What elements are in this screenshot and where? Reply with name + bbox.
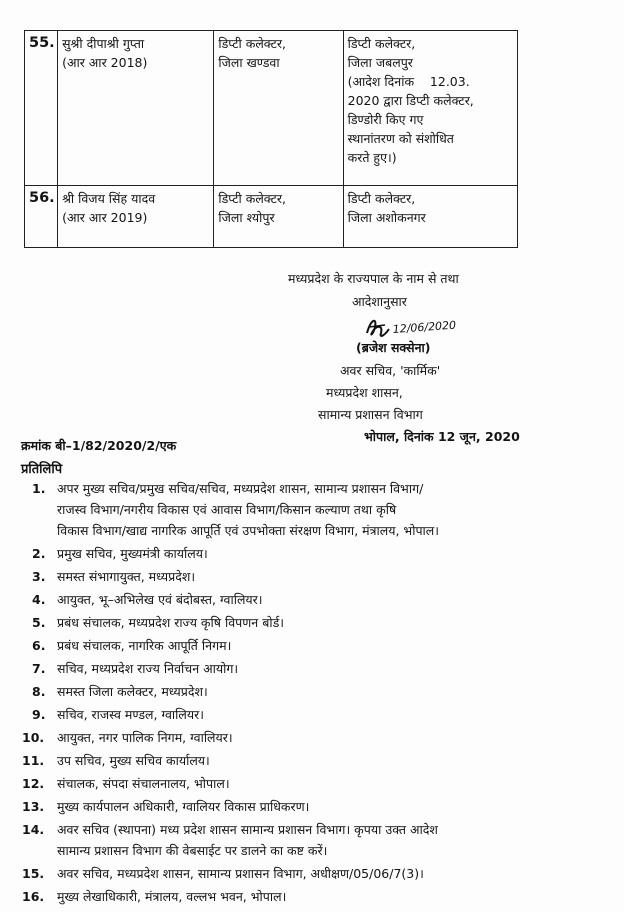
officer-name-cell [58,31,214,186]
officer-batch: (आर आर 2019) [62,210,148,225]
list-text: प्रबंध संचालक, नागरिक आपूर्ति निगम। [57,638,232,653]
list-text: उप सचिव, मुख्य सचिव कार्यालय। [57,753,210,768]
list-text: सामान्य प्रशासन विभाग की वेबसाईट पर डालने का कष्ट करें। [57,843,328,858]
list-item [22,589,606,610]
list-item [22,704,606,725]
new-posting-line: डिप्टी कलेक्टर, [347,191,416,206]
list-number: 13. [22,799,45,814]
list-number: 3. [32,569,46,584]
table-row [25,186,518,248]
new-posting-cell [343,186,517,248]
new-posting-line: करते हुए।) [347,150,397,165]
list-text: प्रमुख सचिव, मुख्यमंत्री कार्यालय। [57,546,208,561]
signatory-designation: अवर सचिव, 'कार्मिक' [340,363,441,378]
list-item [22,773,606,794]
list-item [22,681,606,702]
list-text: समस्त संभागायुक्त, मध्यप्रदेश। [57,569,196,584]
current-posting-line: जिला खण्डवा [218,55,280,70]
new-posting-cell [343,31,517,186]
list-number: 5. [32,615,46,630]
current-posting-cell [214,31,343,186]
list-item [22,635,606,656]
order-line: आदेशानुसार [352,294,407,309]
list-text: सचिव, मध्यप्रदेश राज्य निर्वाचन आयोग। [57,661,239,676]
new-posting-line: स्थानांतरण को संशोधित [347,131,454,146]
list-number: 6. [32,638,46,653]
place-date: भोपाल, दिनांक 12 जून, 2020 [364,429,520,444]
signatory-department: सामान्य प्रशासन विभाग [318,407,423,422]
officer-name: श्री विजय सिंह यादव [62,191,156,206]
list-item [22,612,606,633]
list-number: 2. [32,546,46,561]
list-text: संचालक, संपदा संचालनालय, भोपाल। [57,776,230,791]
list-number: 11. [22,753,45,768]
list-text: विकास विभाग/खाद्य नागरिक आपूर्ति एवं उपभोक्ता संरक्षण विभाग, मंत्रालय, भोपाल। [57,523,440,538]
current-posting-cell [214,186,343,248]
list-text: सचिव, राजस्व मण्डल, ग्वालियर। [57,707,204,722]
row-number: 55. [25,31,58,186]
list-item [22,727,606,748]
list-text: आयुक्त, भू–अभिलेख एवं बंदोबस्त, ग्वालियर। [57,592,263,607]
new-posting-line: डिण्डोरी किए गए [347,112,424,127]
list-text: अपर मुख्य सचिव/प्रमुख सचिव/सचिव, मध्यप्रदेश शासन, सामान्य प्रशासन विभाग/ [57,481,424,496]
new-posting-line: डिप्टी कलेक्टर, [347,36,416,51]
current-posting-line: डिप्टी कलेक्टर, [218,36,286,51]
new-posting-line: 2020 द्वारा डिप्टी कलेक्टर, [347,93,474,108]
table-row [25,31,518,186]
list-number: 9. [32,707,46,722]
list-item [22,658,606,679]
list-item [22,478,606,541]
distribution-list [22,478,606,909]
list-item [22,819,606,861]
list-number: 15. [22,866,45,881]
list-item [22,543,606,564]
copy-heading: प्रतिलिपि [21,462,63,477]
list-text: राजस्व विभाग/नगरीय विकास एवं आवास विभाग/किसान कल्याण तथा कृषि [57,502,397,517]
signatory-name: (ब्रजेश सक्सेना) [356,340,431,355]
list-number: 7. [32,661,46,676]
list-number: 1. [32,481,46,496]
list-number: 10. [22,730,45,745]
list-number: 12. [22,776,45,791]
new-posting-line: जिला अशोकनगर [347,210,426,225]
list-number: 4. [32,592,46,607]
list-item [22,886,606,907]
list-number: 16. [22,889,45,904]
new-posting-line: जिला जबलपुर [347,55,413,70]
list-item [22,566,606,587]
list-text: मुख्य लेखाधिकारी, मंत्रालय, वल्लभ भवन, भोपाल। [57,889,287,904]
list-text: समस्त जिला कलेक्टर, मध्यप्रदेश। [57,684,208,699]
row-number: 56. [25,186,58,248]
new-posting-line: (आदेश दिनांक 12.03. [347,74,470,89]
current-posting-line: डिप्टी कलेक्टर, [218,191,286,206]
officer-name: सुश्री दीपाश्री गुप्ता [62,36,145,51]
list-text: मुख्य कार्यपालन अधिकारी, ग्वालियर विकास प्राधिकरण। [57,799,310,814]
list-item [22,796,606,817]
officer-batch: (आर आर 2018) [62,55,148,70]
list-text: प्रबंध संचालक, मध्यप्रदेश राज्य कृषि विपणन बोर्ड। [57,615,285,630]
transfer-table [24,30,518,248]
officer-name-cell [58,186,214,248]
signature-date: 12/06/2020 [392,318,457,336]
list-item [22,750,606,771]
list-text: अवर सचिव, मध्यप्रदेश शासन, सामान्य प्रशासन विभाग, अधीक्षण/05/06/7(3)। [57,866,424,881]
list-text: अवर सचिव (स्थापना) मध्य प्रदेश शासन सामान्य प्रशासन विभाग। कृपया उक्त आदेश [57,822,438,837]
list-number: 14. [22,822,45,837]
authority-line: मध्यप्रदेश के राज्यपाल के नाम से तथा [288,271,459,286]
list-item [22,863,606,884]
list-text: आयुक्त, नगर पालिक निगम, ग्वालियर। [57,730,233,745]
current-posting-line: जिला श्योपुर [218,210,275,225]
signatory-office: मध्यप्रदेश शासन, [326,385,403,400]
reference-number: क्रमांक बी–1/82/2020/2/एक [21,438,177,453]
list-number: 8. [32,684,46,699]
